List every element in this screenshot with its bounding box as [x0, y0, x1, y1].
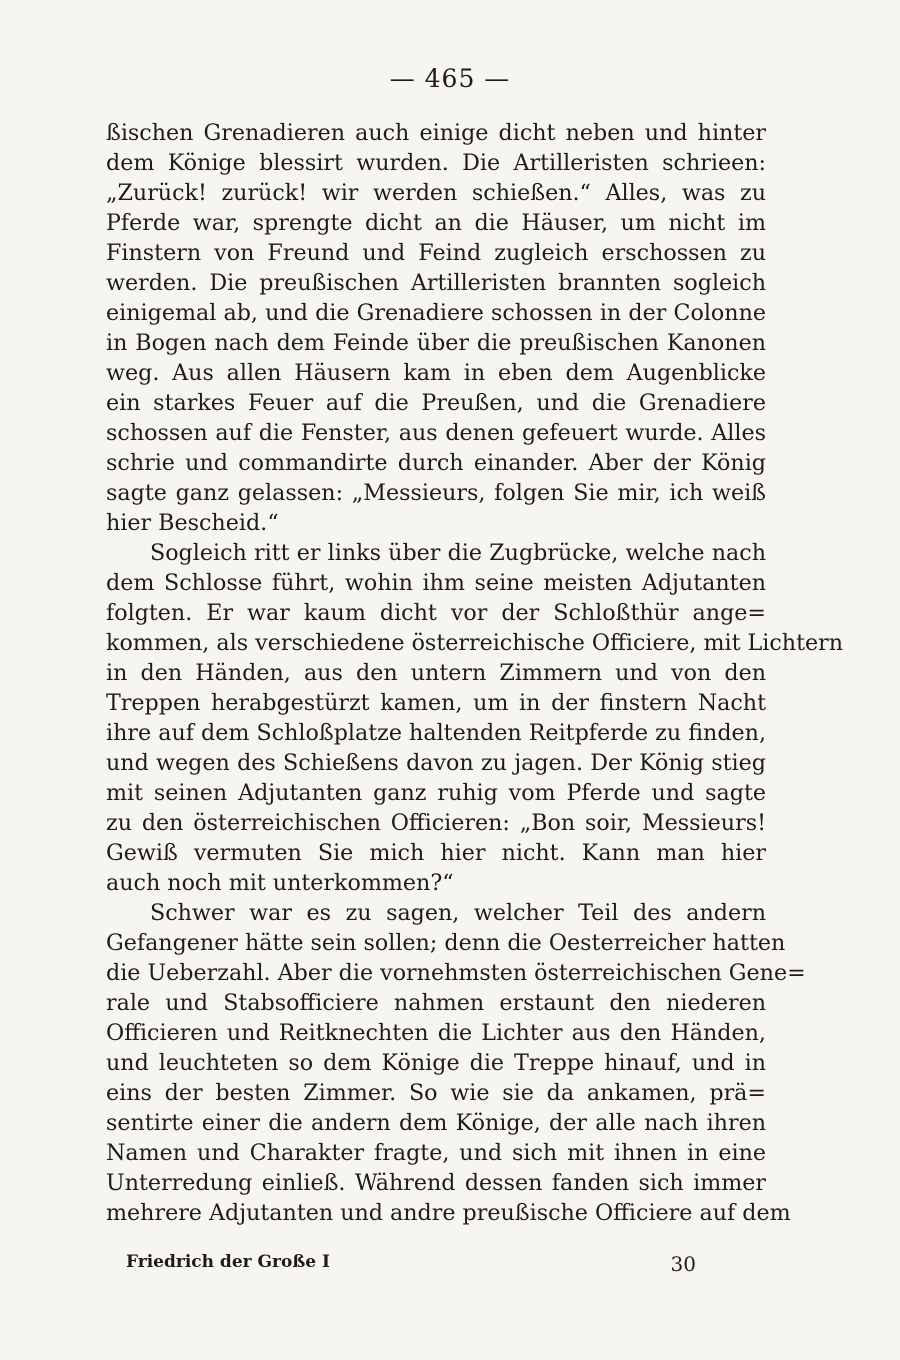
- text-line-paragraph-end: hier Bescheid.“: [106, 510, 279, 536]
- text-line: Namen und Charakter fragte, und sich mit ihnen in eine: [106, 1140, 766, 1166]
- text-line: Officieren und Reitknechten die Lichter aus den Händen,: [106, 1020, 766, 1046]
- text-line: eins der besten Zimmer. So wie sie da ankamen, prä=: [106, 1080, 766, 1106]
- signature-mark-title: Friedrich der Große I: [126, 1252, 330, 1272]
- text-line: Finstern von Freund und Feind zugleich erschossen zu: [106, 240, 766, 266]
- text-line: dem Könige blessirt wurden. Die Artilleristen schrieen:: [106, 150, 766, 176]
- text-line: und leuchteten so dem Könige die Treppe hinauf, und in: [106, 1050, 766, 1076]
- text-line: einigemal ab, und die Grenadiere schossen in der Colonne: [106, 300, 766, 326]
- sheet-number: 30: [670, 1252, 696, 1276]
- text-line: Pferde war, sprengte dicht an die Häuser, um nicht im: [106, 210, 766, 236]
- text-line-paragraph-end: auch noch mit unterkommen?“: [106, 870, 454, 896]
- text-line: Unterredung einließ. Während dessen fanden sich immer: [106, 1170, 766, 1196]
- text-line: ßischen Grenadieren auch einige dicht neben und hinter: [106, 120, 766, 146]
- text-line: Gewiß vermuten Sie mich hier nicht. Kann man hier: [106, 840, 766, 866]
- text-line: die Ueberzahl. Aber die vornehmsten österreichischen Gene=: [106, 960, 806, 986]
- text-line-paragraph-start: Schwer war es zu sagen, welcher Teil des andern: [150, 900, 766, 926]
- text-line: sagte ganz gelassen: „Messieurs, folgen Sie mir, ich weiß: [106, 480, 766, 506]
- text-line: sentirte einer die andern dem Könige, der alle nach ihren: [106, 1110, 766, 1136]
- text-line: rale und Stabsofficiere nahmen erstaunt den niederen: [106, 990, 766, 1016]
- text-line: folgten. Er war kaum dicht vor der Schloßthür ange=: [106, 600, 766, 626]
- text-line: ein starkes Feuer auf die Preußen, und die Grenadiere: [106, 390, 766, 416]
- text-line: werden. Die preußischen Artilleristen brannten sogleich: [106, 270, 766, 296]
- text-line-paragraph-start: Sogleich ritt er links über die Zugbrücke, welche nach: [150, 540, 766, 566]
- text-line: weg. Aus allen Häusern kam in eben dem Augenblicke: [106, 360, 766, 386]
- page-footer: [126, 1252, 696, 1282]
- text-line: mehrere Adjutanten und andre preußische Officiere auf dem: [106, 1200, 791, 1226]
- text-line: mit seinen Adjutanten ganz ruhig vom Pferde und sagte: [106, 780, 766, 806]
- text-line: Treppen herabgestürzt kamen, um in der finstern Nacht: [106, 690, 766, 716]
- text-line: „Zurück! zurück! wir werden schießen.“ Alles, was zu: [106, 180, 766, 206]
- text-line: ihre auf dem Schloßplatze haltenden Reitpferde zu finden,: [106, 720, 766, 746]
- text-line: dem Schlosse führt, wohin ihm seine meisten Adjutanten: [106, 570, 766, 596]
- text-line: schrie und commandirte durch einander. Aber der König: [106, 450, 766, 476]
- text-line: schossen auf die Fenster, aus denen gefeuert wurde. Alles: [106, 420, 766, 446]
- text-line: zu den österreichischen Officieren: „Bon soir, Messieurs!: [106, 810, 766, 836]
- text-line: kommen, als verschiedene österreichische Officiere, mit Lichtern: [106, 630, 844, 656]
- text-line: in den Händen, aus den untern Zimmern und von den: [106, 660, 766, 686]
- text-line: in Bogen nach dem Feinde über die preußischen Kanonen: [106, 330, 766, 356]
- body-text: [106, 118, 844, 1228]
- page-number: — 465 —: [389, 64, 511, 93]
- text-line: und wegen des Schießens davon zu jagen. Der König stieg: [106, 750, 766, 776]
- text-line: Gefangener hätte sein sollen; denn die Oesterreicher hatten: [106, 930, 786, 956]
